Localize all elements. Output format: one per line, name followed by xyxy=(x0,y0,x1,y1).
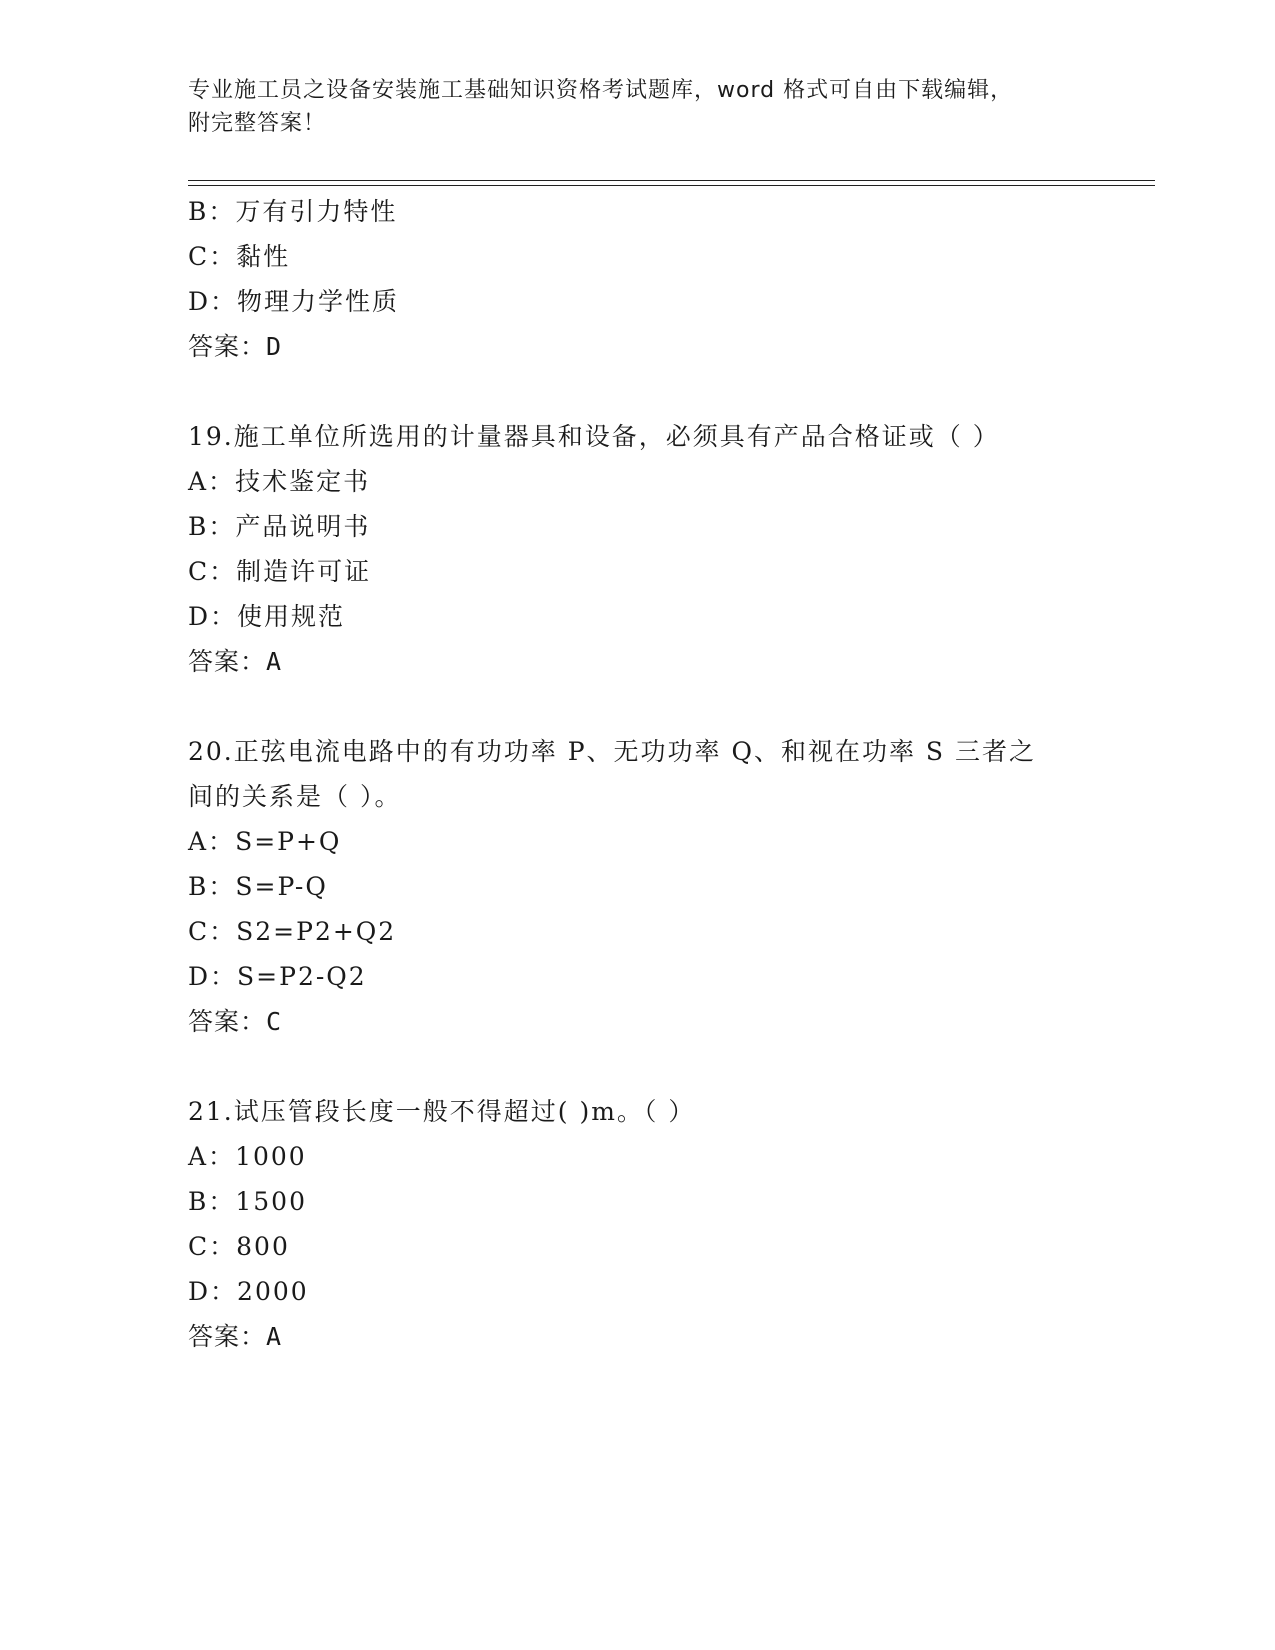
option-text: 技术鉴定书 xyxy=(235,467,371,496)
document-header xyxy=(188,74,1068,140)
option-letter: C： xyxy=(188,1232,237,1261)
option-letter: D： xyxy=(188,602,238,631)
option-d xyxy=(188,597,345,633)
answer-label: 答案： xyxy=(188,1007,267,1036)
option-c xyxy=(188,552,371,588)
option-b xyxy=(188,507,370,543)
question-stem: 21.试压管段长度一般不得超过( )m。（ ） xyxy=(188,1097,696,1126)
option-letter: A： xyxy=(188,1142,236,1171)
option-text: 物理力学性质 xyxy=(237,287,400,316)
answer-line xyxy=(188,1002,282,1038)
option-letter: D： xyxy=(188,1277,238,1306)
answer-label: 答案： xyxy=(188,332,267,361)
answer-line xyxy=(188,642,282,678)
option-a xyxy=(188,462,370,498)
option-text: 使用规范 xyxy=(237,602,346,631)
option-text: 2000 xyxy=(237,1277,309,1306)
option-letter: B： xyxy=(188,1187,236,1216)
option-letter: C： xyxy=(188,917,237,946)
option-letter: B： xyxy=(188,512,236,541)
option-c xyxy=(188,237,290,273)
option-text: 万有引力特性 xyxy=(235,197,398,226)
option-d xyxy=(188,957,367,993)
header-divider-top xyxy=(188,180,1155,181)
option-b xyxy=(188,867,328,903)
option-text: S2=P2+Q2 xyxy=(236,917,397,946)
answer-value: C xyxy=(266,1007,283,1036)
option-c xyxy=(188,1227,290,1263)
option-letter: D： xyxy=(188,962,238,991)
answer-label: 答案： xyxy=(188,1322,267,1351)
option-d xyxy=(188,1272,309,1308)
option-letter: A： xyxy=(188,467,236,496)
option-c xyxy=(188,912,396,948)
option-text: 1000 xyxy=(235,1142,307,1171)
question-stem: 19.施工单位所选用的计量器具和设备，必须具有产品合格证或（ ） xyxy=(188,422,1000,451)
option-text: 1500 xyxy=(235,1187,307,1216)
answer-value: D xyxy=(266,332,283,361)
answer-line xyxy=(188,327,282,363)
option-text: 制造许可证 xyxy=(236,557,372,586)
option-text: S=P2-Q2 xyxy=(237,962,367,991)
header-line-2: 附完整答案！ xyxy=(188,111,327,136)
option-a xyxy=(188,822,341,858)
header-divider-bottom xyxy=(188,185,1155,186)
option-text: 黏性 xyxy=(236,242,291,271)
option-letter: C： xyxy=(188,557,237,586)
option-text: 800 xyxy=(236,1232,290,1261)
option-d xyxy=(188,282,399,318)
option-text: 产品说明书 xyxy=(235,512,371,541)
option-text: S=P-Q xyxy=(235,872,328,901)
option-letter: B： xyxy=(188,197,236,226)
question-stem: 20.正弦电流电路中的有功功率 P、无功功率 Q、和视在功率 S 三者之 xyxy=(188,737,1036,766)
option-text: S=P+Q xyxy=(235,827,342,856)
option-b xyxy=(188,192,397,228)
option-letter: B： xyxy=(188,872,236,901)
header-line-1: 专业施工员之设备安装施工基础知识资格考试题库，word 格式可自由下载编辑， xyxy=(188,78,1014,103)
answer-label: 答案： xyxy=(188,647,267,676)
option-a xyxy=(188,1137,307,1173)
option-letter: C： xyxy=(188,242,237,271)
option-letter: D： xyxy=(188,287,238,316)
option-b xyxy=(188,1182,307,1218)
answer-value: A xyxy=(266,1322,283,1351)
answer-line xyxy=(188,1317,282,1353)
answer-value: A xyxy=(266,647,283,676)
option-letter: A： xyxy=(188,827,236,856)
question-stem-continued: 间的关系是（ ）。 xyxy=(188,782,402,811)
